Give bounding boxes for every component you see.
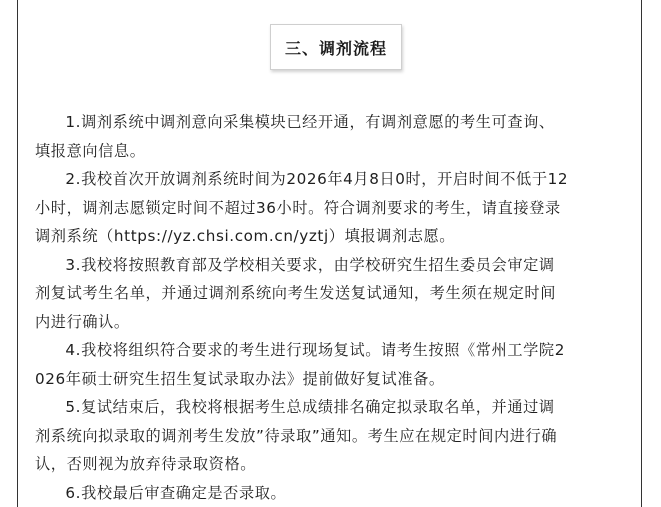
section-title-box <box>270 24 402 70</box>
paragraph-step-4: 4.我校将组织符合要求的考生进行现场复试。请考生按照《常州工学院2 026年硕士研究生招生复试录取办法》提前做好复试准备。 <box>35 341 565 388</box>
paragraph-step-5: 5.复试结束后，我校将根据考生总成绩排名确定拟录取名单，并通过调 剂系统向拟录取的调剂考生发放”待录取”通知。考生应在规定时间内进行确 认，否则视为放弃待录取资格。 <box>35 398 558 473</box>
document-body <box>35 108 645 507</box>
paragraph-step-3: 3.我校将按照教育部及学校相关要求，由学校研究生招生委员会审定调 剂复试考生名单，并通过调剂系统向考生发送复试通知，考生须在规定时间 内进行确认。 <box>35 255 556 331</box>
paragraph-step-1: 1.调剂系统中调剂意向采集模块已经开通，有调剂意愿的考生可查询、 填报意向信息。 <box>35 113 555 160</box>
section-title: 三、调剂流程 <box>284 38 387 58</box>
paragraph-step-6: 6.我校最后审查确定是否录取。 <box>65 483 287 502</box>
paragraph-step-2: 2.我校首次开放调剂系统时间为2026年4月8日0时，开启时间不低于12 小时，调剂志愿锁定时间不超过36小时。符合调剂要求的考生，请直接登录 调剂系统（https://yz.chsi.com.cn/yztj）填报调剂志愿。 <box>35 170 569 245</box>
